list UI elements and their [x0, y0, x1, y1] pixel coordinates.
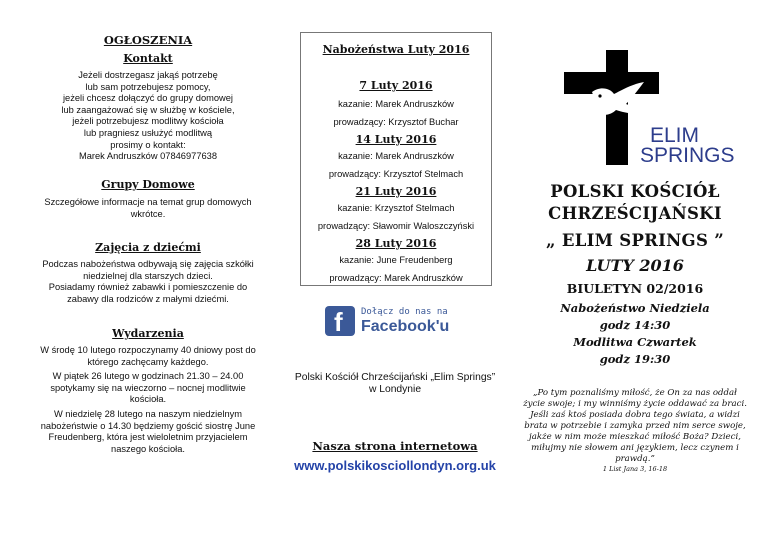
quote-line: brata w potrzebie i zamyka przed nim serce swoje, — [524, 421, 746, 431]
contact-title: Kontakt — [123, 52, 173, 65]
service-sermon: kazanie: Marek Andruszków — [338, 99, 454, 109]
groups-text — [34, 197, 262, 220]
logo-line2: SPRINGS — [640, 144, 735, 167]
groups-line: wkrótce. — [130, 208, 166, 219]
event-line: W piątek 26 lutego w godzinach 21.30 – 24.00 — [52, 371, 244, 381]
cover-title-line2: CHRZEŚCIJAŃSKI — [548, 204, 722, 223]
kids-text — [34, 259, 262, 305]
kids-line: Podczas nabożeństwa odbywają się zajęcia szkółki — [42, 259, 254, 269]
kids-line: niedzielnej dla starszych dzieci. — [83, 270, 213, 281]
facebook-badge[interactable] — [325, 306, 455, 338]
contact-line: Marek Andruszków 07846977638 — [79, 151, 217, 162]
quote-line: jakże w nim może mieszkać miłość Boża? Dzieci, — [529, 432, 741, 442]
services-title: Nabożeństwa Luty 2016 — [322, 43, 470, 56]
cover-month: LUTY 2016 — [586, 256, 684, 275]
service-leader: prowadzący: Krzysztof Buchar — [333, 117, 459, 127]
services-box — [300, 32, 492, 286]
service-leader: prowadzący: Krzysztof Stelmach — [328, 169, 464, 179]
facebook-small-text: Dołącz do nas na — [361, 307, 448, 317]
groups-title: Grupy Domowe — [101, 178, 195, 191]
event-1 — [34, 345, 262, 368]
church-name-line: w Londynie — [368, 384, 422, 395]
kids-line: zabawy dla rodziców z małymi dziećmi. — [67, 293, 229, 304]
quote-line: życie swoje; i my winniśmy życie oddawać za braci. — [523, 399, 747, 409]
service-date: 21 Luty 2016 — [355, 185, 437, 198]
quote-line: Jeśli zaś ktoś posiada dobra tego świata, a widzi — [530, 410, 740, 420]
service-date: 14 Luty 2016 — [355, 133, 437, 146]
contact-line: lub zaangażować się w służbę w kościele, — [61, 104, 235, 115]
contact-text — [34, 70, 262, 163]
quote-line: „Po tym poznaliśmy miłość, że On za nas oddał — [533, 388, 737, 398]
bulletin-number: BIULETYN 02/2016 — [566, 281, 704, 296]
thursday-time: godz 19:30 — [599, 352, 671, 366]
event-line: kościoła. — [129, 394, 167, 405]
quote-line: prawdą.” — [615, 454, 655, 464]
event-line: W niedzielę 28 lutego na naszym niedzielnym — [53, 409, 243, 419]
website-link[interactable]: www.polskikosciollondyn.org.uk — [294, 458, 496, 473]
quote-reference: 1 List Jana 3, 16-18 — [602, 465, 668, 473]
event-2 — [34, 371, 262, 406]
contact-line: Jeżeli dostrzegasz jakąś potrzebę — [78, 70, 218, 80]
event-line: spotykamy się na wieczorno – nocnej modlitwie — [50, 382, 246, 393]
contact-line: lub pragniesz usłużyć modlitwą — [83, 127, 213, 138]
contact-line: jeżeli potrzebujesz modlitwy kościoła — [72, 116, 224, 127]
church-name-line: Polski Kościół Chrześcijański „Elim Springs” — [294, 372, 496, 383]
event-line: którego zachęcamy każdego. — [87, 356, 209, 367]
service-date: 7 Luty 2016 — [359, 79, 433, 92]
service-leader: prowadzący: Marek Andruszków — [329, 273, 463, 283]
kids-line: Posiadamy również zabawki i pomieszczenie do — [48, 282, 248, 293]
facebook-big-text: Facebook'u — [361, 318, 450, 335]
website-title: Nasza strona internetowa — [312, 439, 478, 453]
event-line: W środę 10 lutego rozpoczynamy 40 dniowy post do — [40, 345, 256, 355]
contact-line: jeżeli chcesz dołączyć do grupy domowej — [62, 93, 233, 104]
contact-line: prosimy o kontakt: — [110, 139, 186, 150]
cover-title-line1: POLSKI KOŚCIÓŁ — [550, 182, 720, 201]
event-line: nabożeństwie o 14.30 będziemy gościć siostrę June — [40, 420, 256, 431]
service-sermon: kazanie: Marek Andruszków — [338, 151, 454, 161]
facebook-icon: f — [325, 306, 355, 336]
service-date: 28 Luty 2016 — [355, 237, 437, 250]
cover-title-line3: „ ELIM SPRINGS ” — [545, 231, 725, 250]
contact-line: lub sam potrzebujesz pomocy, — [85, 81, 211, 92]
thursday-label: Modlitwa Czwartek — [573, 335, 697, 349]
events-title: Wydarzenia — [112, 327, 184, 340]
event-3 — [34, 409, 262, 455]
event-line: naszego kościoła. — [111, 443, 185, 454]
church-name — [270, 372, 520, 396]
kids-title: Zajęcia z dziećmi — [95, 241, 201, 254]
groups-line: Szczegółowe informacje na temat grup domowych — [44, 197, 252, 207]
quote-line: miłujmy nie słowem ani językiem, lecz czynem i — [531, 443, 739, 453]
sunday-label: Nabożeństwo Niedziela — [560, 301, 710, 315]
logo-line1: ELIM — [650, 124, 700, 147]
announcements-title: OGŁOSZENIA — [103, 33, 193, 47]
logo — [556, 50, 735, 170]
bible-quote — [520, 388, 750, 474]
service-leader: prowadzący: Sławomir Waloszczyński — [317, 221, 475, 231]
event-line: Freudenberg, która jest wieloletnim przyjacielem — [48, 432, 248, 443]
service-sermon: kazanie: June Freudenberg — [339, 255, 453, 265]
service-sermon: kazanie: Krzysztof Stelmach — [337, 203, 455, 213]
sunday-time: godz 14:30 — [599, 318, 671, 332]
